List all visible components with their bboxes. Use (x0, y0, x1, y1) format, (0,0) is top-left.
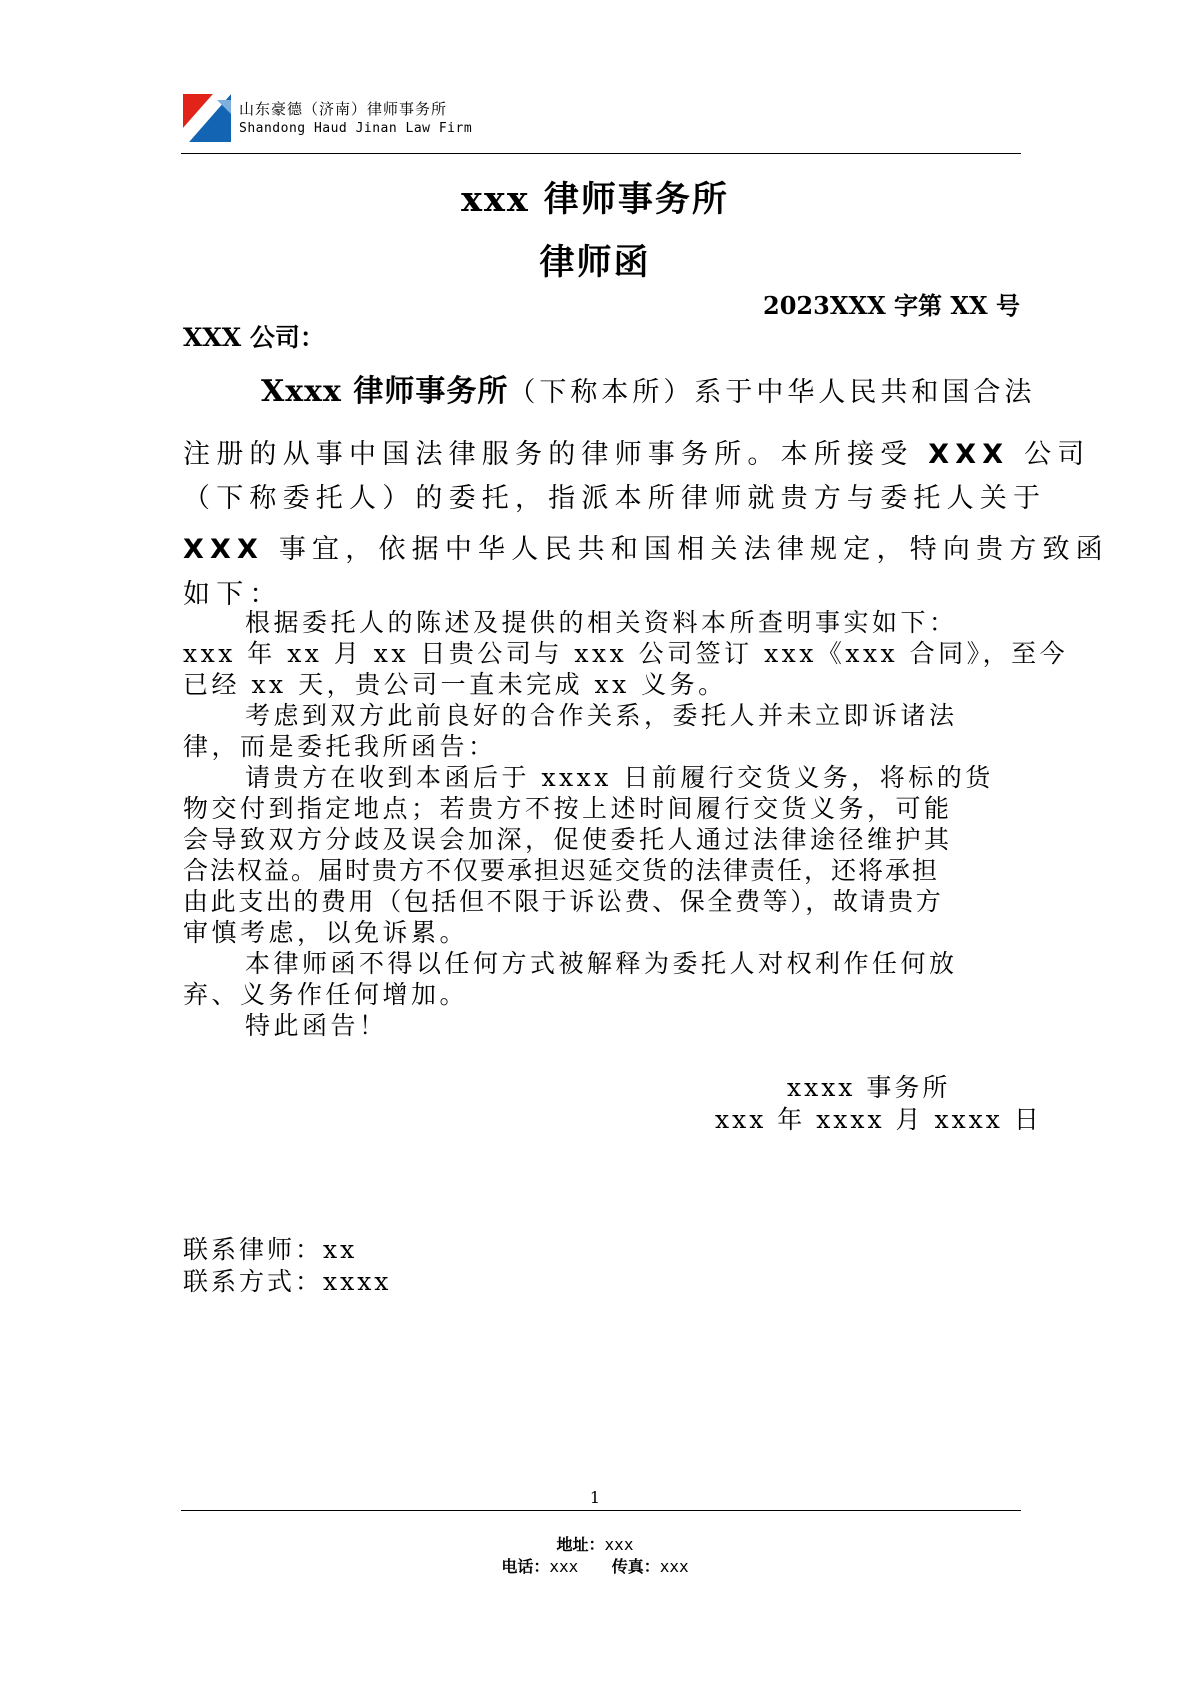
contact-lawyer: 联系律师：xx (183, 1235, 358, 1264)
body-line: 审慎考虑，以免诉累。 (183, 918, 469, 947)
body-line: xxx 年 xx 月 xx 日贵公司与 xxx 公司签订 xxx《xxx 合同》，至今 (183, 639, 1069, 668)
footer-phone-fax: 电话：xxx 传真：xxx (501, 1557, 689, 1576)
header-divider (181, 153, 1021, 154)
firm-name-en: Shandong Haud Jinan Law Firm (239, 121, 473, 136)
body-line: 注册的从事中国法律服务的律师事务所。本所接受 XXX 公司 (183, 439, 1091, 470)
body-line: 已经 xx 天，贵公司一直未完成 xx 义务。 (183, 670, 727, 699)
body-line: 本律师函不得以任何方式被解释为委托人对权利作任何放 (245, 949, 958, 978)
body-line: 物交付到指定地点；若贵方不按上述时间履行交货义务，可能 (183, 794, 953, 823)
body-line: Xxxx 律师事务所（下称本所）系于中华人民共和国合法 (261, 374, 1036, 409)
footer-address: 地址：xxx (556, 1535, 634, 1554)
footer-divider (181, 1510, 1021, 1511)
firm-name-cn: 山东豪德（济南）律师事务所 (239, 100, 448, 118)
contact-method: 联系方式：xxxx (183, 1267, 392, 1296)
body-line: 合法权益。届时贵方不仅要承担迟延交货的法律责任，还将承担 (183, 856, 940, 885)
body-line: XXX 事宜，依据中华人民共和国相关法律规定，特向贵方致函 (183, 534, 1109, 565)
signature-firm: xxxx 事务所 (787, 1073, 951, 1102)
letter-title: 律师函 (539, 242, 651, 283)
letter-title-firm: xxx 律师事务所 (461, 179, 729, 220)
body-line: 请贵方在收到本函后于 xxxx 日前履行交货义务，将标的货 (245, 763, 994, 792)
body-line: 考虑到双方此前良好的合作关系，委托人并未立即诉诸法 (245, 701, 958, 730)
signature-date: xxx 年 xxxx 月 xxxx 日 (715, 1105, 1042, 1134)
body-line: 律，而是委托我所函告： (183, 732, 497, 761)
body-firm-name: Xxxx 律师事务所 (261, 374, 509, 409)
body-line: 会导致双方分歧及误会加深，促使委托人通过法律途径维护其 (183, 825, 953, 854)
body-line: 特此函告！ (245, 1011, 388, 1040)
page-number: 1 (589, 1488, 601, 1507)
body-line: 如下： (183, 579, 283, 610)
body-line: 根据委托人的陈述及提供的相关资料本所查明事实如下： (245, 608, 958, 637)
body-line: （下称委托人）的委托，指派本所律师就贵方与委托人关于 (183, 483, 1047, 514)
body-line: 由此支出的费用（包括但不限于诉讼费、保全费等），故请贵方 (183, 887, 944, 916)
addressee: XXX 公司： (183, 323, 325, 352)
firm-logo-icon (183, 94, 231, 142)
body-line: 弃、义务作任何增加。 (183, 980, 469, 1009)
document-number: 2023XXX 字第 XX 号 (763, 291, 1020, 320)
